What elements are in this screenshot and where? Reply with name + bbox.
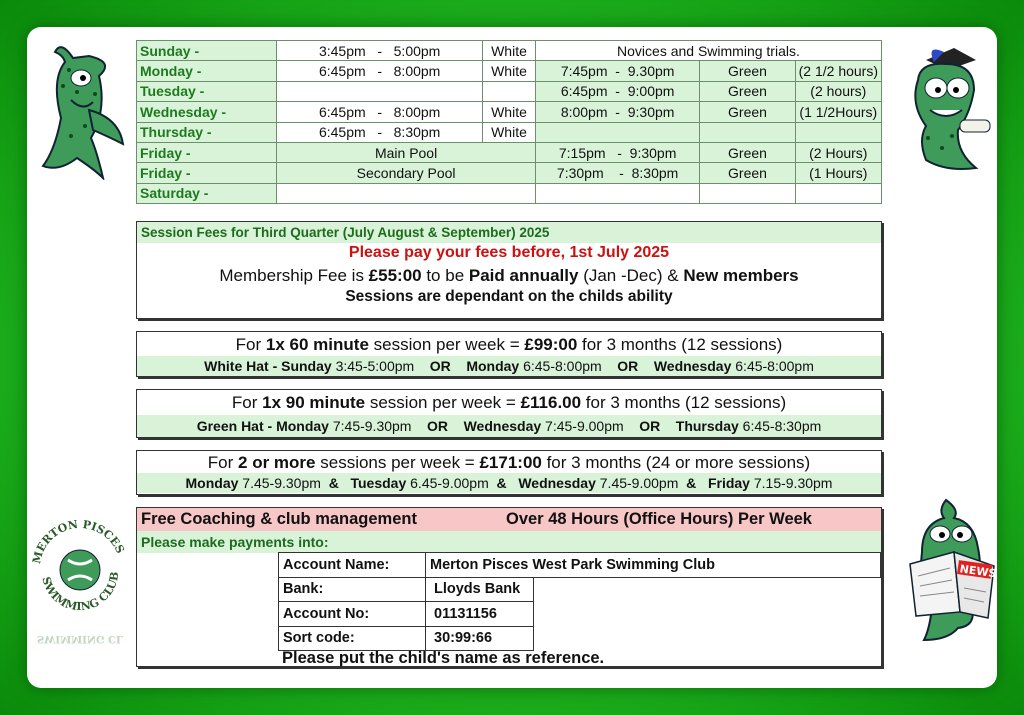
ability-note: Sessions are dependant on the childs ability [345,288,673,305]
coaching-bar [137,508,881,531]
time-cell: 3:45pm - 5:00pm [277,41,483,61]
duration-cell: (2 1/2 hours) [795,61,881,81]
svg-text:SWIMMING CL: SWIMMING CL [36,633,124,644]
day-label: Wednesday - [137,102,277,122]
option-multi-session [136,450,882,495]
table-row [137,142,882,162]
duration-cell: (2 Hours) [795,142,881,162]
account-label: Sort code: [279,626,426,651]
day-label: Friday - [137,142,277,162]
fees-box [136,221,882,319]
hat-cell: Green [700,142,795,162]
table-row [137,163,882,183]
svg-text:MERTON PISCES: MERTON PISCES [30,517,127,565]
time-cell: 6:45pm - 8:00pm [277,102,483,122]
time-cell: 7:30pm - 8:30pm [535,163,699,183]
schedule-table [136,40,882,204]
day-label: Thursday - [137,122,277,142]
day-label: Sunday - [137,41,277,61]
table-row [279,577,881,602]
table-row [137,61,882,81]
hat-cell: White [483,122,536,142]
day-label: Saturday - [137,183,277,203]
pool-cell: Main Pool [277,142,536,162]
option-sessions: Monday 7.45-9.30pm & Tuesday 6.45-9.00pm & Wednesday 7.45-9.00pm & Friday 7.15-9.30pm [137,473,881,493]
fish-mascot-icon [33,40,129,180]
option-60-minute [136,331,882,377]
duration-cell: (1 1/2Hours) [795,102,881,122]
svg-text:NEWS: NEWS [958,562,998,581]
account-value: Lloyds Bank [426,577,534,602]
account-label: Bank: [279,577,426,602]
news-fish-icon [902,496,998,646]
table-row [279,553,881,578]
note-cell: Novices and Swimming trials. [535,41,881,61]
account-label: Account No: [279,602,426,627]
time-cell: 6:45pm - 8:30pm [277,122,483,142]
pool-cell: Secondary Pool [277,163,536,183]
hat-cell: Green [700,61,795,81]
hat-cell: White [483,61,536,81]
day-label: Tuesday - [137,81,277,101]
hat-cell: White [483,41,536,61]
graduate-fish-icon [896,40,994,180]
time-cell: 6:45pm - 8:00pm [277,61,483,81]
option-title: For 2 or more sessions per week = £171:00 for 3 months (24 or more sessions) [207,453,811,472]
option-title: For 1x 60 minute session per week = £99:00 for 3 months (12 sessions) [235,335,783,354]
hat-cell: White [483,102,536,122]
option-sessions: Green Hat - Monday 7:45-9.30pm OR Wednesday 7:45-9.00pm OR Thursday 6:45-8:30pm [137,415,881,437]
hours-text: Over 48 Hours (Office Hours) Per Week [506,510,812,528]
table-row [137,81,882,101]
option-title: For 1x 90 minute session per week = £116.00 for 3 months (12 sessions) [231,393,787,412]
hat-cell: Green [700,102,795,122]
coaching-text: Free Coaching & club management [141,510,417,528]
club-logo-icon [30,512,130,652]
fees-deadline: Please pay your fees before, 1st July 2025 [348,244,670,261]
table-row [137,102,882,122]
time-cell [277,81,483,101]
day-label: Friday - [137,163,277,183]
time-cell: 7:15pm - 9:30pm [535,142,699,162]
hat-cell: Green [700,81,795,101]
table-row [137,183,882,203]
time-cell: 6:45pm - 9:00pm [535,81,699,101]
account-label: Account Name: [279,553,426,578]
account-value: 30:99:66 [426,626,534,651]
hat-cell [483,81,536,101]
option-sessions: White Hat - Sunday 3:45-5:00pm OR Monday 6:45-8:00pm OR Wednesday 6:45-8:00pm [137,356,881,376]
time-cell: 7:45pm - 9.30pm [535,61,699,81]
duration-cell: (1 Hours) [795,163,881,183]
reference-note: Please put the child's name as reference. [282,649,605,667]
day-label: Monday - [137,61,277,81]
svg-text:SWIMMING CLUB: SWIMMING CLUB [39,570,122,614]
payment-instruction: Please make payments into: [137,531,881,553]
table-row [137,41,882,61]
account-table [278,552,881,651]
table-row [137,122,882,142]
time-cell: 8:00pm - 9:30pm [535,102,699,122]
option-90-minute [136,389,882,438]
fees-header: Session Fees for Third Quarter (July August & September) 2025 [137,222,881,243]
duration-cell: (2 hours) [795,81,881,101]
account-value: Merton Pisces West Park Swimming Club [426,553,881,578]
account-value: 01131156 [426,602,534,627]
hat-cell: Green [700,163,795,183]
membership-line: Membership Fee is £55:00 to be Paid annually (Jan -Dec) & New members [219,266,799,285]
